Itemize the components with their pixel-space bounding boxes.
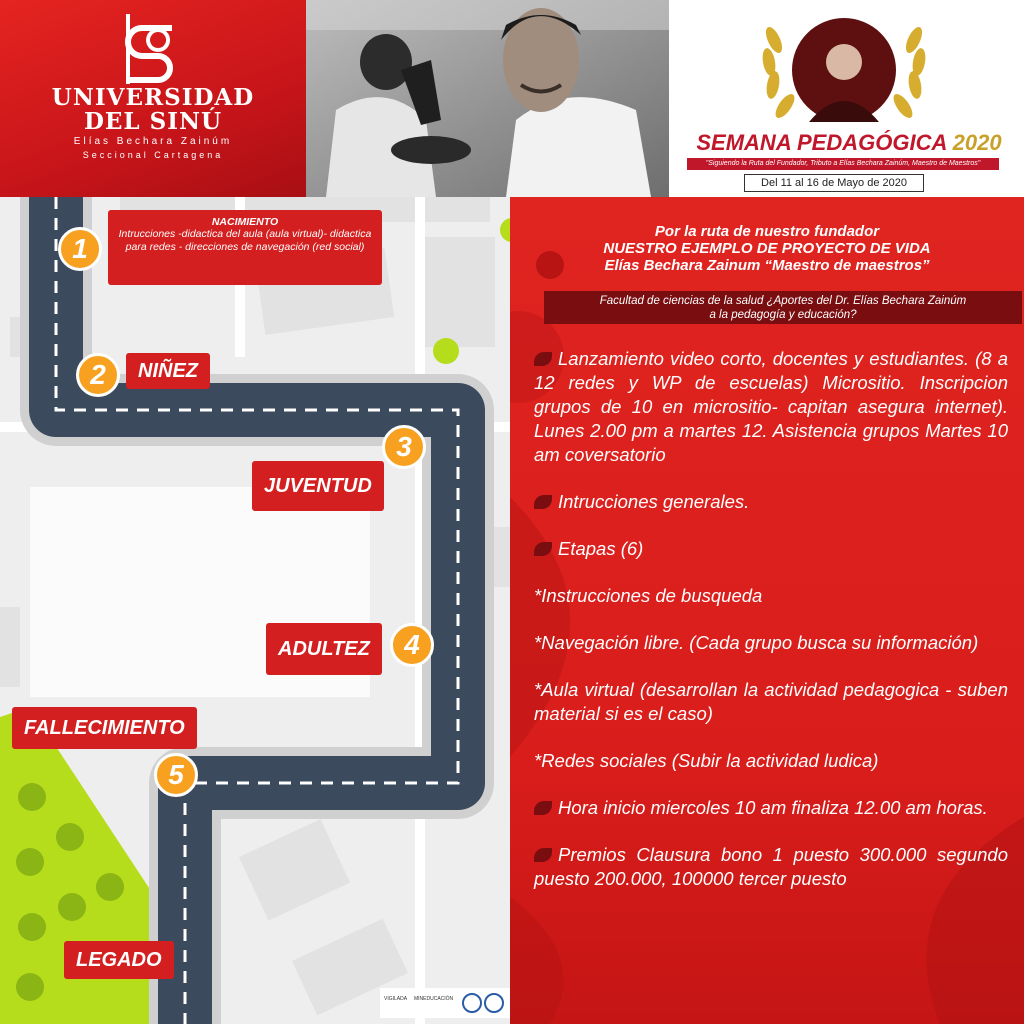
list-item-text: *Redes sociales (Subir la actividad ludica) bbox=[534, 750, 879, 771]
founder-photo bbox=[306, 0, 669, 197]
info-heading-line3: Elías Bechara Zainum “Maestro de maestros” bbox=[604, 257, 930, 274]
list-item-text: Lanzamiento video corto, docentes y estudiantes. (8 a 12 redes y WP de escuelas) Micrositio. Inscripcion grupos de 10 en micrositio- capitan asegura internet). Lunes 2.00 pm a martes 12. Asistencia grupos Martes 10 am coversatorio bbox=[534, 348, 1008, 465]
leaf-bullet-icon bbox=[534, 801, 552, 815]
stage-3-number: 3 bbox=[382, 425, 426, 469]
university-name-line1: UNIVERSIDAD bbox=[51, 84, 255, 111]
stage-6-label: LEGADO bbox=[64, 941, 174, 979]
list-item bbox=[534, 796, 1008, 820]
university-name-line2: DEL SINÚ bbox=[83, 108, 223, 135]
stage-3-label: JUVENTUD bbox=[252, 461, 384, 511]
road-illustration bbox=[0, 197, 510, 1024]
event-title-text: SEMANA PEDAGÓGICA bbox=[696, 130, 947, 155]
info-panel bbox=[510, 197, 1024, 1024]
stage-1-description: Intrucciones -didactica del aula (aula virtual)- didactica para redes - direcciones de navegación (red social) bbox=[118, 228, 372, 253]
info-heading-line2: NUESTRO EJEMPLO DE PROYECTO DE VIDA bbox=[603, 240, 931, 257]
list-item-text: *Aula virtual (desarrollan la actividad pedagogica - suben material si es el caso) bbox=[534, 679, 1008, 724]
list-item bbox=[534, 749, 1008, 773]
info-heading-line1: Por la ruta de nuestro fundador bbox=[654, 223, 880, 240]
university-logo-panel bbox=[0, 0, 306, 197]
certification-seal-icon bbox=[462, 990, 506, 1016]
list-item bbox=[534, 678, 1008, 726]
leaf-bullet-icon bbox=[534, 495, 552, 509]
list-item bbox=[534, 537, 1008, 561]
activity-list bbox=[534, 347, 1008, 914]
laurel-wreath-icon bbox=[669, 0, 1024, 130]
stage-5-number: 5 bbox=[154, 753, 198, 797]
list-item-text: Intrucciones generales. bbox=[558, 491, 750, 512]
list-item-text: Etapas (6) bbox=[558, 538, 644, 559]
vigilada-logo: VIGILADA bbox=[384, 996, 408, 1002]
stage-5-label: FALLECIMIENTO bbox=[12, 707, 197, 749]
campus-name: Seccional Cartagena bbox=[82, 150, 224, 160]
faculty-banner bbox=[544, 291, 1022, 324]
info-heading bbox=[510, 223, 1024, 274]
stage-1-number: 1 bbox=[58, 227, 102, 271]
list-item bbox=[534, 584, 1008, 608]
event-tagline: "Siguiendo la Ruta del Fundador, Tributo a Elías Bechara Zainúm, Maestro de Maestros" bbox=[687, 158, 999, 170]
list-item bbox=[534, 490, 1008, 514]
founder-name: Elías Bechara Zainúm bbox=[73, 136, 233, 147]
list-item bbox=[534, 347, 1008, 467]
event-year: 2020 bbox=[952, 130, 1002, 155]
footer-logos bbox=[380, 988, 510, 1018]
faculty-line1: Facultad de ciencias de la salud ¿Aportes del Dr. Elías Bechara Zainúm bbox=[599, 295, 967, 307]
stage-1-title: NACIMIENTO bbox=[211, 216, 279, 228]
event-dates: Del 11 al 16 de Mayo de 2020 bbox=[744, 174, 924, 192]
leaf-bullet-icon bbox=[534, 542, 552, 556]
mineducacion-logo: MINEDUCACIÓN bbox=[414, 996, 454, 1002]
list-item-text: *Navegación libre. (Cada grupo busca su información) bbox=[534, 632, 979, 653]
list-item-text: *Instrucciones de busqueda bbox=[534, 585, 763, 606]
stage-2-number: 2 bbox=[76, 353, 120, 397]
stage-4-label: ADULTEZ bbox=[266, 623, 382, 675]
event-panel bbox=[669, 0, 1024, 197]
stage-2-label: NIÑEZ bbox=[126, 353, 210, 389]
event-title bbox=[689, 130, 1009, 156]
leaf-bullet-icon bbox=[534, 352, 552, 366]
list-item-text: Premios Clausura bono 1 puesto 300.000 segundo puesto 200.000, 100000 tercer puesto bbox=[534, 844, 1008, 889]
founder-photo-image bbox=[306, 0, 669, 197]
list-item-text: Hora inicio miercoles 10 am finaliza 12.00 am horas. bbox=[558, 797, 988, 818]
roadmap bbox=[0, 197, 510, 1024]
leaf-bullet-icon bbox=[534, 848, 552, 862]
stage-4-number: 4 bbox=[390, 623, 434, 667]
header bbox=[0, 0, 1024, 197]
stage-1-card bbox=[108, 210, 382, 285]
university-emblem-icon bbox=[118, 14, 188, 84]
faculty-line2: a la pedagogía y educación? bbox=[709, 309, 857, 321]
list-item bbox=[534, 843, 1008, 891]
list-item bbox=[534, 631, 1008, 655]
